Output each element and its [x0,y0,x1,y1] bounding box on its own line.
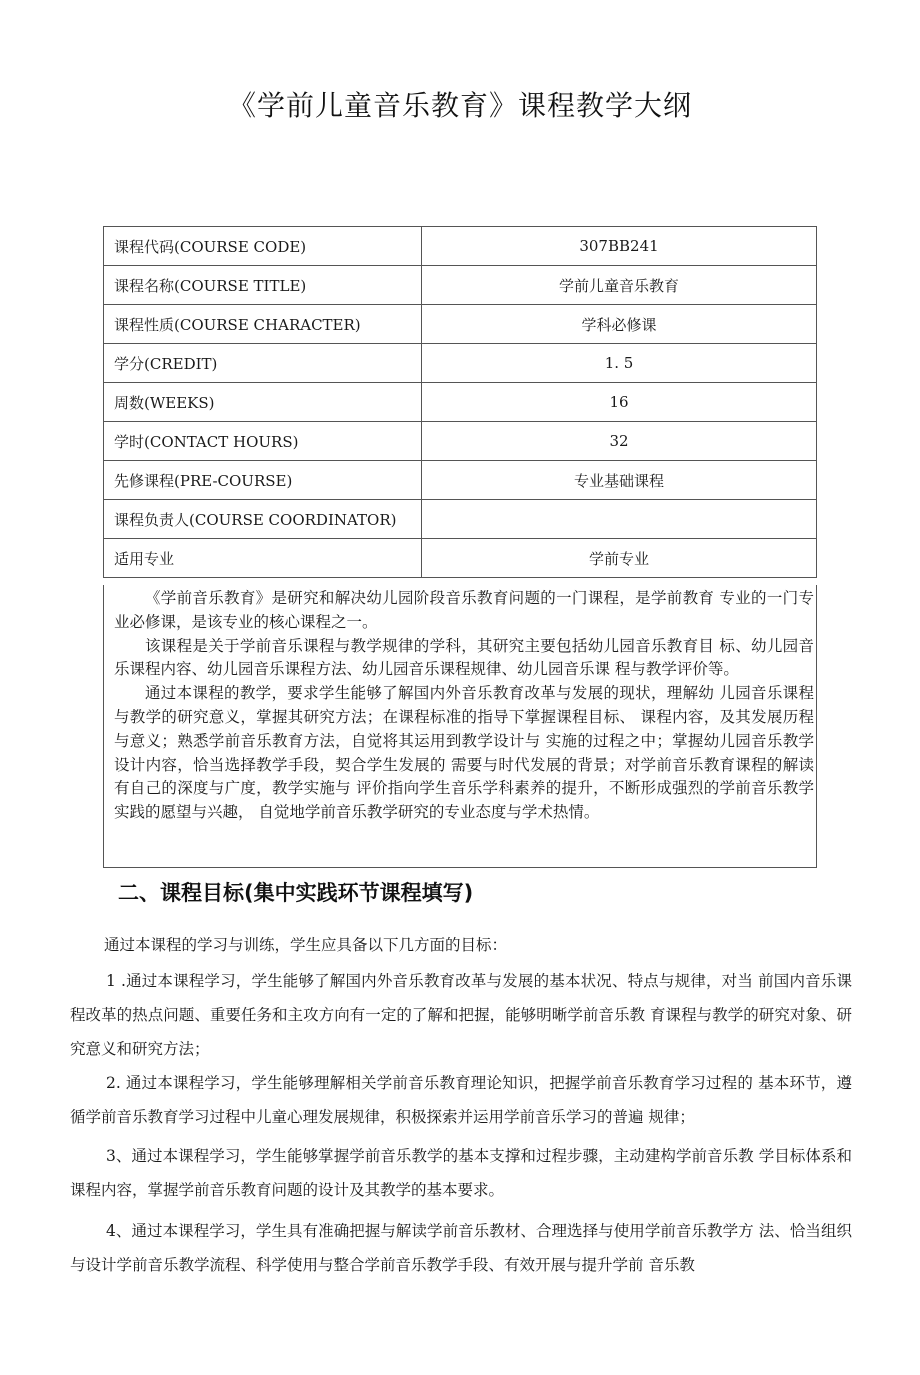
table-row [104,422,817,461]
row-value-contact-hours: 32 [422,422,817,461]
table-row [104,344,817,383]
row-value-applicable-major: 学前专业 [422,539,817,578]
row-value-course-title: 学前儿童音乐教育 [422,266,817,305]
row-label-contact-hours: 学时(CONTACT HOURS) [104,422,422,461]
table-row [104,461,817,500]
table-row [104,500,817,539]
description-paragraph: 《学前音乐教育》是研究和解决幼儿园阶段音乐教育问题的一门课程，是学前教育 专业的一门专业必修课，是该专业的核心课程之一。 [114,589,814,631]
section-heading-course-objectives: 二、课程目标(集中实践环节课程填写) [118,881,474,905]
row-value-course-coordinator [422,500,817,539]
row-value-course-code: 307BB241 [422,227,817,266]
objective-item: 1 .通过本课程学习，学生能够了解国内外音乐教育改革与发展的基本状况、特点与规律，对当 前国内音乐课程改革的热点问题、重要任务和主攻方向有一定的了解和把握，能够明晰学前音乐教 育课程与教学的研究对象、研究意义和研究方法； [70,972,852,1058]
table-row [104,305,817,344]
row-label-weeks: 周数(WEEKS) [104,383,422,422]
objectives-intro: 通过本课程的学习与训练，学生应具备以下几方面的目标： [104,936,508,954]
row-label-credit: 学分(CREDIT) [104,344,422,383]
objective-item: 4、通过本课程学习，学生具有准确把握与解读学前音乐教材、合理选择与使用学前音乐教学方 法、恰当组织与设计学前音乐教学流程、科学使用与整合学前音乐教学手段、有效开展与提升学前 音乐教 [70,1222,852,1274]
table-row [104,227,817,266]
objective-item: 3、通过本课程学习，学生能够掌握学前音乐教学的基本支撑和过程步骤，主动建构学前音乐教 学目标体系和课程内容，掌握学前音乐教育问题的设计及其教学的基本要求。 [70,1147,852,1199]
row-label-course-code: 课程代码(COURSE CODE) [104,227,422,266]
row-value-pre-course: 专业基础课程 [422,461,817,500]
table-row [104,383,817,422]
course-description [103,585,817,868]
row-value-credit: 1. 5 [422,344,817,383]
row-label-applicable-major: 适用专业 [104,539,422,578]
row-value-course-character: 学科必修课 [422,305,817,344]
description-paragraph: 通过本课程的教学，要求学生能够了解国内外音乐教育改革与发展的现状，理解幼 儿园音乐课程与教学的研究意义，掌握其研究方法；在课程标准的指导下掌握课程目标、 课程内容，及其发展历程与意义；熟悉学前音乐教育方法，自觉将其运用到教学设计与 实施的过程之中；掌握幼儿园音乐教学设计内容，恰当选择教学手段，契合学生发展的 需要与时代发展的背景；对学前音乐教育课程的解读有自己的深度与广度，教学实施与 评价指向学生音乐学科素养的提升，不断形成强烈的学前音乐教学实践的愿望与兴趣， 自觉地学前音乐教学研究的专业态度与学术热情。 [114,684,814,822]
page-title: 《学前儿童音乐教育》课程教学大纲 [227,89,692,122]
description-paragraph: 该课程是关于学前音乐课程与教学规律的学科，其研究主要包括幼儿园音乐教育目 标、幼儿园音乐课程内容、幼儿园音乐课程方法、幼儿园音乐课程规律、幼儿园音乐课 程与教学评价等。 [114,636,814,679]
row-label-course-character: 课程性质(COURSE CHARACTER) [104,305,422,344]
table-row [104,266,817,305]
row-label-pre-course: 先修课程(PRE-COURSE) [104,461,422,500]
objective-item: 2. 通过本课程学习，学生能够理解相关学前音乐教育理论知识，把握学前音乐教育学习过程的 基本环节，遵循学前音乐教育学习过程中儿童心理发展规律，积极探索并运用学前音乐学习的普遍 规律； [70,1074,852,1126]
row-value-weeks: 16 [422,383,817,422]
row-label-course-title: 课程名称(COURSE TITLE) [104,266,422,305]
table-row [104,539,817,578]
row-label-course-coordinator: 课程负责人(COURSE COORDINATOR) [104,500,422,539]
course-info-table [103,226,817,578]
